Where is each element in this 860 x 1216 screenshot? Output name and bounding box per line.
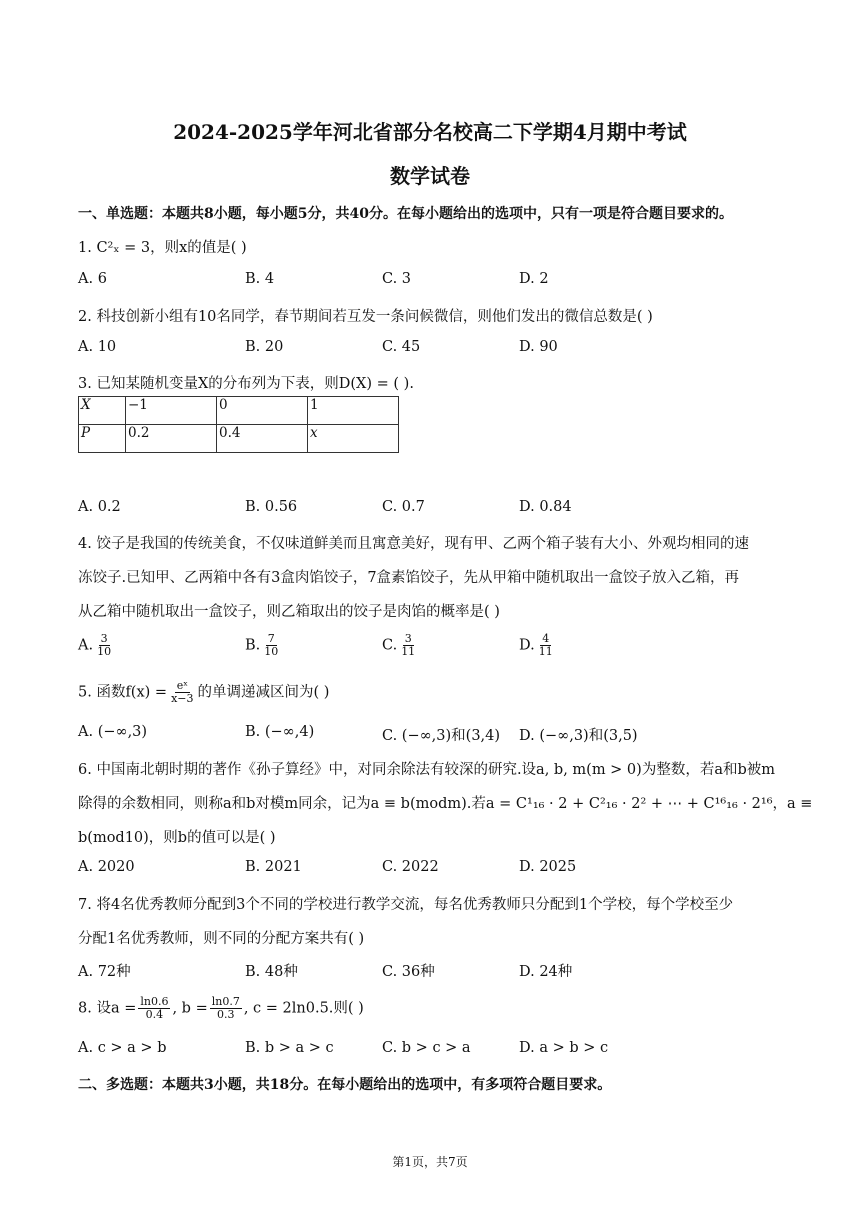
option-label: C. [382,637,398,654]
fraction-numerator: 7 [267,632,275,645]
page-footer: 第1页，共7页 [392,1155,468,1169]
fraction [210,996,242,1021]
q3-option-b: B. 0.56 [245,499,298,515]
table-cell: 0.2 [126,425,217,453]
fraction [169,680,195,705]
option-label: A. [78,637,94,654]
q1-option-b: B. 4 [245,271,275,287]
q2-option-b: B. 20 [245,339,284,355]
question-4-line-1: 4. 饺子是我国的传统美食，不仅味道鲜美而且寓意美好，现有甲、乙两个箱子装有大小、外观均相同的速 [78,536,749,552]
question-6-line-3: b(mod10)，则b的值可以是( ) [78,830,276,846]
fraction [95,633,113,658]
question-4-line-3: 从乙箱中随机取出一盒饺子，则乙箱取出的饺子是肉馅的概率是( ) [78,604,500,620]
fraction [262,633,280,658]
table-row [79,425,399,453]
q1-option-c: C. 3 [382,271,412,287]
question-7-line-1: 7. 将4名优秀教师分配到3个不同的学校进行教学交流，每名优秀教师只分配到1个学校，每个学校至少 [78,897,734,913]
question-5-stem [78,680,329,705]
fraction-numerator: 4 [542,632,550,645]
q2-option-d: D. 90 [519,339,558,355]
q8-option-a: A. c > a > b [78,1040,167,1056]
question-4-line-2: 冻饺子.已知甲、乙两箱中各有3盒肉馅饺子，7盒素馅饺子，先从甲箱中随机取出一盒饺子放入乙箱，再 [78,570,740,586]
fraction-denominator: 0.4 [145,1008,164,1021]
q6-option-b: B. 2021 [245,859,302,875]
q6-option-a: A. 2020 [78,859,135,875]
fraction-denominator: 10 [97,645,112,658]
q8-prefix: 8. 设a = [78,1000,137,1017]
fraction-numerator: ln0.7 [211,995,240,1008]
q4-option-b [245,633,282,658]
option-label: D. [519,637,535,654]
fraction-denominator: 11 [538,645,553,658]
question-6-line-2: 除得的余数相同，则称a和b对模m同余，记为a ≡ b(modm).若a = C¹₁₆ · 2 + C²₁₆ · 2² + ⋯ + C¹⁶₁₆ · 2¹⁶，a ≡ [78,796,813,812]
q6-option-c: C. 2022 [382,859,439,875]
table-cell: 0 [217,397,308,425]
q3-option-d: D. 0.84 [519,499,572,515]
question-1-stem: 1. C²ₓ = 3，则x的值是( ) [78,240,247,256]
section-multiple-choice-heading: 二、多选题：本题共3小题，共18分。在每小题给出的选项中，有多项符合题目要求。 [78,1077,612,1093]
fraction-numerator: 3 [404,632,412,645]
fraction-denominator: 11 [401,645,416,658]
q4-option-d [519,633,557,658]
exam-title: 2024-2025学年河北省部分名校高二下学期4月期中考试 [173,120,687,144]
q8-option-c: C. b > c > a [382,1040,471,1056]
q8-option-d: D. a > b > c [519,1040,609,1056]
q4-option-a [78,633,115,658]
q5-option-d: D. (−∞,3)和(3,5) [519,728,638,744]
question-2-stem: 2. 科技创新小组有10名同学，春节期间若互发一条问候微信，则他们发出的微信总数是( ) [78,309,653,325]
q1-option-d: D. 2 [519,271,549,287]
fraction-denominator: 10 [264,645,279,658]
exam-subtitle: 数学试卷 [390,164,470,188]
fraction-denominator: 0.3 [217,1008,235,1021]
q5-option-c: C. (−∞,3)和(3,4) [382,728,501,744]
table-cell: 0.4 [217,425,308,453]
q3-option-a: A. 0.2 [78,499,121,515]
q7-option-b: B. 48种 [245,964,298,980]
fraction-numerator: ln0.6 [140,995,169,1008]
q8-mid: , b = [172,1000,208,1017]
fraction [138,996,170,1021]
table-cell: x [308,425,399,453]
q1-option-a: A. 6 [78,271,107,287]
q4-option-c [382,633,419,658]
fraction [537,633,555,658]
q5-option-b: B. (−∞,4) [245,724,315,740]
question-8-stem [78,996,364,1021]
question-3-stem: 3. 已知某随机变量X的分布列为下表，则D(X) = ( ). [78,376,414,392]
table-cell: 1 [308,397,399,425]
fraction-numerator: 3 [100,632,108,645]
q7-option-d: D. 24种 [519,964,573,980]
question-7-line-2: 分配1名优秀教师，则不同的分配方案共有( ) [78,931,365,947]
fraction-numerator: eˣ [176,679,188,692]
q5-prefix: 5. 函数f(x) = [78,684,168,701]
q5-option-a: A. (−∞,3) [78,724,148,740]
q2-option-c: C. 45 [382,339,421,355]
q7-option-c: C. 36种 [382,964,435,980]
q3-option-c: C. 0.7 [382,499,425,515]
distribution-table [78,396,399,453]
fraction-denominator: x−3 [171,692,194,705]
question-6-line-1: 6. 中国南北朝时期的著作《孙子算经》中，对同余除法有较深的研究.设a, b, m(m > 0)为整数，若a和b被m [78,762,775,778]
q8-option-b: B. b > a > c [245,1040,334,1056]
table-cell: X [79,397,126,425]
q2-option-a: A. 10 [78,339,117,355]
q7-option-a: A. 72种 [78,964,131,980]
fraction [399,633,417,658]
q8-suffix: , c = 2ln0.5.则( ) [243,1000,364,1017]
table-cell: −1 [126,397,217,425]
table-cell: P [79,425,126,453]
section-single-choice-heading: 一、单选题：本题共8小题，每小题5分，共40分。在每小题给出的选项中，只有一项是符合题目要求的。 [78,206,733,222]
table-row [79,397,399,425]
q5-suffix: 的单调递减区间为( ) [197,684,330,701]
q6-option-d: D. 2025 [519,859,577,875]
option-label: B. [245,637,261,654]
